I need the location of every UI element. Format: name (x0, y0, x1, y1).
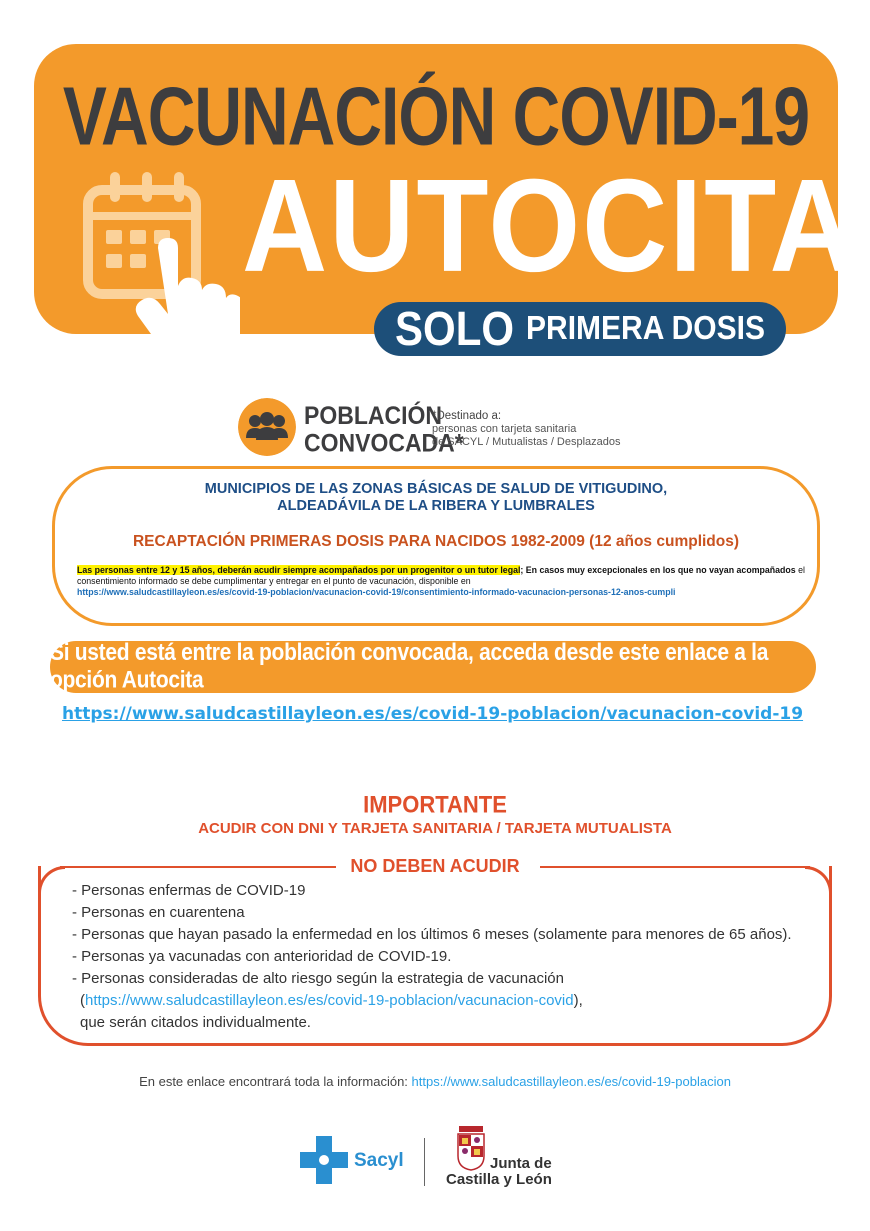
pill-solo: SOLO (395, 301, 515, 356)
sacyl-cross-icon (298, 1134, 350, 1186)
no-deben-list (72, 880, 832, 1034)
pill-primera-dosis: PRIMERA DOSIS (526, 310, 765, 347)
menores-notice (77, 565, 805, 598)
logo-divider (424, 1138, 425, 1186)
list-item: - Personas consideradas de alto riesgo según la estrategia de vacunación (72, 970, 564, 987)
junta-line2: Castilla y León (446, 1171, 552, 1188)
notice-text-b: acompañados (736, 565, 796, 575)
info-line (0, 1074, 870, 1089)
autocita-link[interactable]: https://www.saludcastillayleon.es/es/covid-19-poblacion/vacunacion-covid-19 (62, 704, 804, 724)
importante-title: IMPORTANTE (363, 790, 507, 819)
junta-line1: Junta de (490, 1155, 552, 1172)
municipios-box (52, 466, 820, 626)
paren-close: ), (573, 992, 583, 1009)
highlighted-notice: Las personas entre 12 y 15 años, deberán acudir siempre acompañados por un progenitor o un tutor legal (77, 565, 521, 575)
calendar-hand-icon (80, 162, 240, 348)
autocita-cta-bar (50, 641, 816, 693)
info-text: En este enlace encontrará toda la información: (139, 1074, 412, 1089)
consentimiento-link[interactable]: https://www.saludcastillayleon.es/es/covid-19-poblacion/vacunacion-covid-19/consentimiento-informado-vacunacion-personas-12-anos-cumpli (77, 587, 676, 597)
municipios-title-line1: MUNICIPIOS DE LAS ZONAS BÁSICAS DE SALUD DE VITIGUDINO, (204, 481, 668, 497)
municipios-title-line2: ALDEADÁVILA DE LA RIBERA Y LUMBRALES (277, 498, 595, 514)
no-deben-acudir-heading (0, 856, 870, 877)
header-banner (34, 44, 857, 334)
autocita-heading: AUTOCITA (242, 152, 857, 300)
no-deben-label: NO DEBEN ACUDIR (336, 856, 533, 876)
recaptacion-subtitle: RECAPTACIÓN PRIMERAS DOSIS PARA NACIDOS 1982-2009 (12 años cumplidos) (132, 533, 740, 550)
notice-text-a: ; En casos muy excepcionales en los que no vayan (520, 565, 737, 575)
group-people-icon (238, 398, 296, 456)
note-line2: de SACYL / Mutualistas / Desplazados (432, 436, 621, 448)
importante-subtitle: ACUDIR CON DNI Y TARJETA SANITARIA / TARJETA MUTUALISTA (198, 820, 672, 837)
note-line1: personas con tarjeta sanitaria (432, 423, 577, 435)
paren-open: ( (80, 992, 85, 1009)
banner-title: VACUNACIÓN COVID-19 (62, 69, 810, 162)
municipios-title (55, 481, 817, 515)
sacyl-label: Sacyl (354, 1150, 404, 1171)
list-item-end: que serán citados individualmente. (80, 1014, 311, 1031)
list-item: - Personas en cuarentena (72, 904, 245, 921)
list-item-link-line (72, 990, 832, 1012)
poblacion-title-line2: CONVOCADA* (304, 428, 464, 457)
destinado-note (432, 410, 621, 449)
cta-text: Si usted está entre la población convocada, acceda desde este enlace a la opción Autocita (50, 639, 769, 694)
list-item: - Personas que hayan pasado la enfermedad en los últimos 6 meses (solamente para menores de 65 años). (72, 926, 792, 943)
info-link[interactable]: https://www.saludcastillayleon.es/es/covid-19-poblacion (411, 1074, 731, 1089)
note-title: *Destinado a: (432, 410, 502, 422)
list-item: - Personas enfermas de COVID-19 (72, 882, 306, 899)
poblacion-title-line1: POBLACIÓN (304, 400, 442, 430)
alto-riesgo-link[interactable]: https://www.saludcastillayleon.es/es/covid-19-poblacion/vacunacion-covid (85, 992, 574, 1009)
list-item: - Personas ya vacunadas con anterioridad de COVID-19. (72, 948, 452, 965)
junta-label (446, 1155, 552, 1188)
notice-text-c: el consentimiento informado se debe cumplimentar y entregar en el punto de vacunación, disponible en (77, 565, 805, 586)
primera-dosis-pill (374, 302, 786, 356)
